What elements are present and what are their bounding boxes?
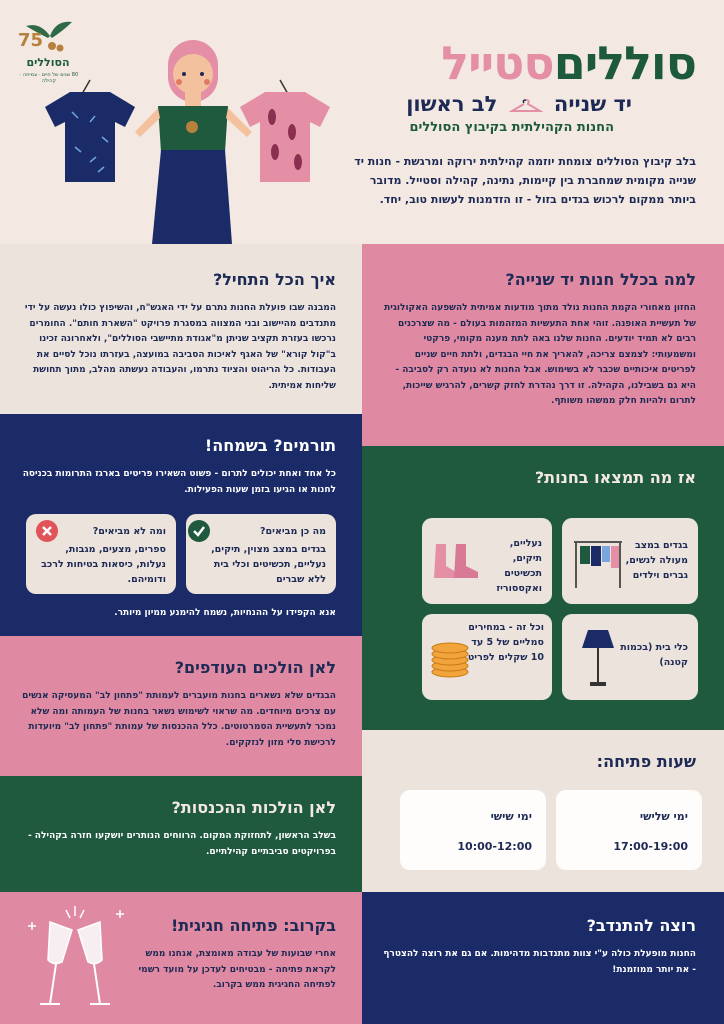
lamp-icon [580,626,616,688]
hours-friday-card [400,790,546,870]
why-title: למה בכלל חנות יד שנייה? [505,270,696,289]
soon-section [0,892,362,1024]
logo-tagline: 80 שנים של חיים · צמיחה · קהילה [19,72,79,84]
donate-yes-card [186,514,336,594]
find-section [362,446,724,730]
income-body: בשלב הראשון, לתחזוקת המקום. הרווחים הנותרים יושקעו חזרה בקהילה - בפרויקטים סביבתיים קהילתיים. [27,831,336,857]
how-section [0,244,362,414]
donate-no-card [26,514,176,594]
donate-no-title: ומה לא מביאים? [92,526,166,537]
tuesday-hours: 17:00-19:00 [613,840,688,853]
leftovers-section [0,636,362,776]
subtitle: החנות הקהילתית בקיבוץ הסוללים [409,120,614,135]
donate-note: אנא הקפידו על ההנחיות, נשמח להימנע ממיון מיותר. [114,608,336,618]
find-item-shoes: נעליים, תיקים, תכשיטים ואקססוריז [422,518,552,604]
find-item-clothes: בגדים במצב מעולה לנשים, גברים וילדים [562,518,698,604]
boots-icon [428,540,484,584]
x-icon [36,520,58,542]
volunteer-title: רוצה להתנדב? [586,916,696,935]
hanger-icon [509,97,543,113]
donate-title: תורמים? בשמחה! [204,436,336,455]
donate-section [0,414,362,636]
volunteer-section [362,892,724,1024]
brand-title: סולליםסטייל [441,36,696,90]
friday-hours: 10:00-12:00 [457,840,532,853]
find-item-housewares: כלי בית (בכמות קטנה) [562,614,698,700]
intro-text: בלב קיבוץ הסוללים צומחת יוזמה קהילתית ירוקה ומרגשת - חנות יד שנייה מקומית שמחברת בין קיימות, נתינה, קהילה וסטייל. מדובר ביותר ממקום לרכוש בגדים בזול - זו הזדמנות לעשות טוב, יחד. [354,155,696,206]
friday-label: ימי שישי [490,810,532,823]
logo-number: 75 [18,30,44,51]
find-item-prices: וכל זה - במחירים סמליים של 5 עד 10 שקלים לפריט [422,614,552,700]
hours-title: שעות פתיחה: [596,752,696,771]
clothes-rack-icon [570,534,626,590]
donate-body: כל אחד ואחת יכולים לתרום - פשוט השאירו פריטים בארגז התרומות בכניסה לחנות או הגיעו בזמן שעות הפעילות. [22,469,336,495]
donate-no-body: ספרים, מצעים, מגבות, נעלות, כיסאות בטיחות לרכב ודומיהם. [41,544,166,585]
hours-section [362,730,724,892]
why-body: החזון מאחורי הקמת החנות נולד מתוך מודעות אמיתית להשפעה האקולוגית של תעשיית האופנה. זוהי אחת התעשיות המזהמות בעולם - מה שצרכנים רבים לא תמיד יודעים. החנות שלנו באה לתת מענה מקומי, פרקטי ומשמעותי: לצמצם צריכה, להאריך את חיי הבגדים, ולתת חיים שניים לפריטים איכותיים שכבר לא בשימוש. אבל החנות לא נועדה רק לסביבה - היא גם בשבילנו, הקהילה. זו דרך נהדרת לחזק קשרים, להרגיש שייכות, לתרום ולהיות חלק ממשהו משותף. [384,303,696,406]
donate-yes-title: מה כן מביאים? [260,526,326,537]
soon-title: בקרוב: פתיחה חגיגית! [170,916,336,935]
donate-yes-body: בגדים במצב מצוין, תיקים, נעליים, תכשיטים וכלי בית ללא שברים [211,544,326,585]
tuesday-label: ימי שלישי [639,810,688,823]
income-title: לאן הולכות ההכנסות? [171,798,336,817]
logo-name: הסוללים [26,56,70,69]
champagne-glasses-icon [20,904,130,1016]
girl-holding-shirts-illustration [40,22,340,244]
soon-body: אחרי שבועות של עבודה מאומצת, אנחנו ממש לקראת פתיחה - מבטיחים לעדכן על מועד רשמי לפתיחה החגיגית ממש בקרוב. [138,949,336,990]
find-title: אז מה תמצאו בחנות? [534,468,696,487]
volunteer-body: החנות מופעלת כולה ע"י צוות מתנדבות מדהימות. אם גם את רוצה להצטרף - את יותר ממוזמנת! [383,949,696,975]
leftovers-title: לאן הולכים העודפים? [174,658,336,677]
coins-icon [428,640,472,678]
why-section [362,244,724,446]
income-section [0,776,362,892]
check-icon [188,520,210,542]
tagline: יד שנייה לב ראשון [406,92,632,116]
how-body: המבנה שבו פועלת החנות נתרם על ידי האגש"ח, והשיפוץ כולו נעשה על ידי מתנדבים מהיישוב ובני המצווה במסגרת פרויקט "השארת חותם". החומרים נרכשו בעזרת תקציב שניתן מ"אגודת מתיישבי הסוללים", ולאחרונה זכינו ב"קול קורא" של האגף לאיכות הסביבה במועצה, בעזרתו נוכל לסיים את העבודות. כל הריהוט והציוד נתרמו, והעבודה נעשתה מהלב, מתוך תחושת שליחות אמיתית. [24,303,336,391]
hours-tuesday-card [556,790,702,870]
leftovers-body: הבגדים שלא נשארים בחנות מועברים לעמותת "פתחון לב" המעסיקה אנשים עם צרכים מיוחדים. מה שראוי לשימוש נשאר בחנות של העמותה ומה שלא נמכר לתעשיית הסמרטוטים. כלל ההכנסות של עמותת "פתחון לב" מיועדות לרכישת סלי מזון לנזקקים. [22,691,336,748]
how-title: איך הכל התחיל? [212,270,336,289]
